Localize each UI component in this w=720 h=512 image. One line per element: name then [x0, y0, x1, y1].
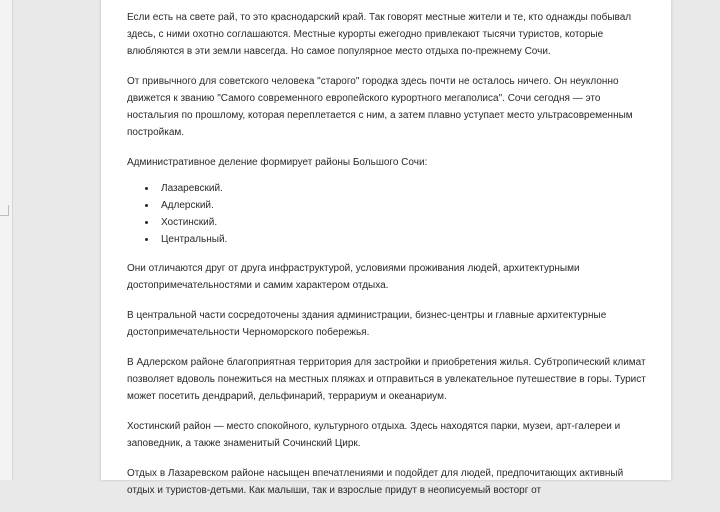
paragraph-old-town: От привычного для советского человека "старого" городка здесь почти не осталось ничего. Он неуклонно движется к званию "Самого современного европейского курортного мегаполиса". Сочи сегодня — это ностальгия по прошлому, которая переплетается с ним, а затем плавно уступает место ультрасовременным постройкам. [127, 76, 633, 138]
ruler-mark [0, 205, 9, 216]
list-item: • Центральный. [157, 231, 647, 248]
paragraph-central: В центральной части сосредоточены здания администрации, бизнес-центры и главные архитектурные достопримечательности Черноморского побережья. [127, 310, 607, 338]
paragraph-adler: В Адлерском районе благоприятная территория для застройки и приобретения жилья. Субтропический климат позволяет вдоволь понежиться на местных пляжах и отправиться в увлекательное путешествие в горы. Турист может посетить дендрарий, дельфинарий, террариум и океанариум. [127, 357, 646, 402]
paragraph-lazarevsky: Отдых в Лазаревском районе насыщен впечатлениями и подойдет для людей, предпочитающих активный отдых и туристов-детьми. Как малыши, так и взрослые придут в неописуемый восторг от [127, 468, 624, 496]
document-body [127, 9, 647, 512]
list-item: • Адлерский. [157, 197, 647, 214]
document-page [101, 0, 671, 496]
paragraph-differences: Они отличаются друг от друга инфраструктурой, условиями проживания людей, архитектурными достопримечательностями и самим характером отдыха. [127, 263, 580, 291]
list-item: • Лазаревский. [157, 180, 647, 197]
list-item: • Хостинский. [157, 214, 647, 231]
districts-list [127, 180, 647, 248]
left-gutter [0, 0, 13, 480]
paragraph-districts-intro: Административное деление формирует районы Большого Сочи: [127, 157, 428, 168]
paragraph-khosta: Хостинский район — место спокойного, культурного отдыха. Здесь находятся парки, музеи, арт-галереи и заповедник, а также знаменитый Сочинский Цирк. [127, 421, 621, 449]
paragraph-intro: Если есть на свете рай, то это краснодарский край. Так говорят местные жители и те, кто однажды побывал здесь, с ними охотно соглашаются. Местные курорты ежегодно привлекают тысячи туристов, которые влюбляются в эти земли навсегда. Но самое популярное место отдыха по-прежнему Сочи. [127, 12, 632, 57]
